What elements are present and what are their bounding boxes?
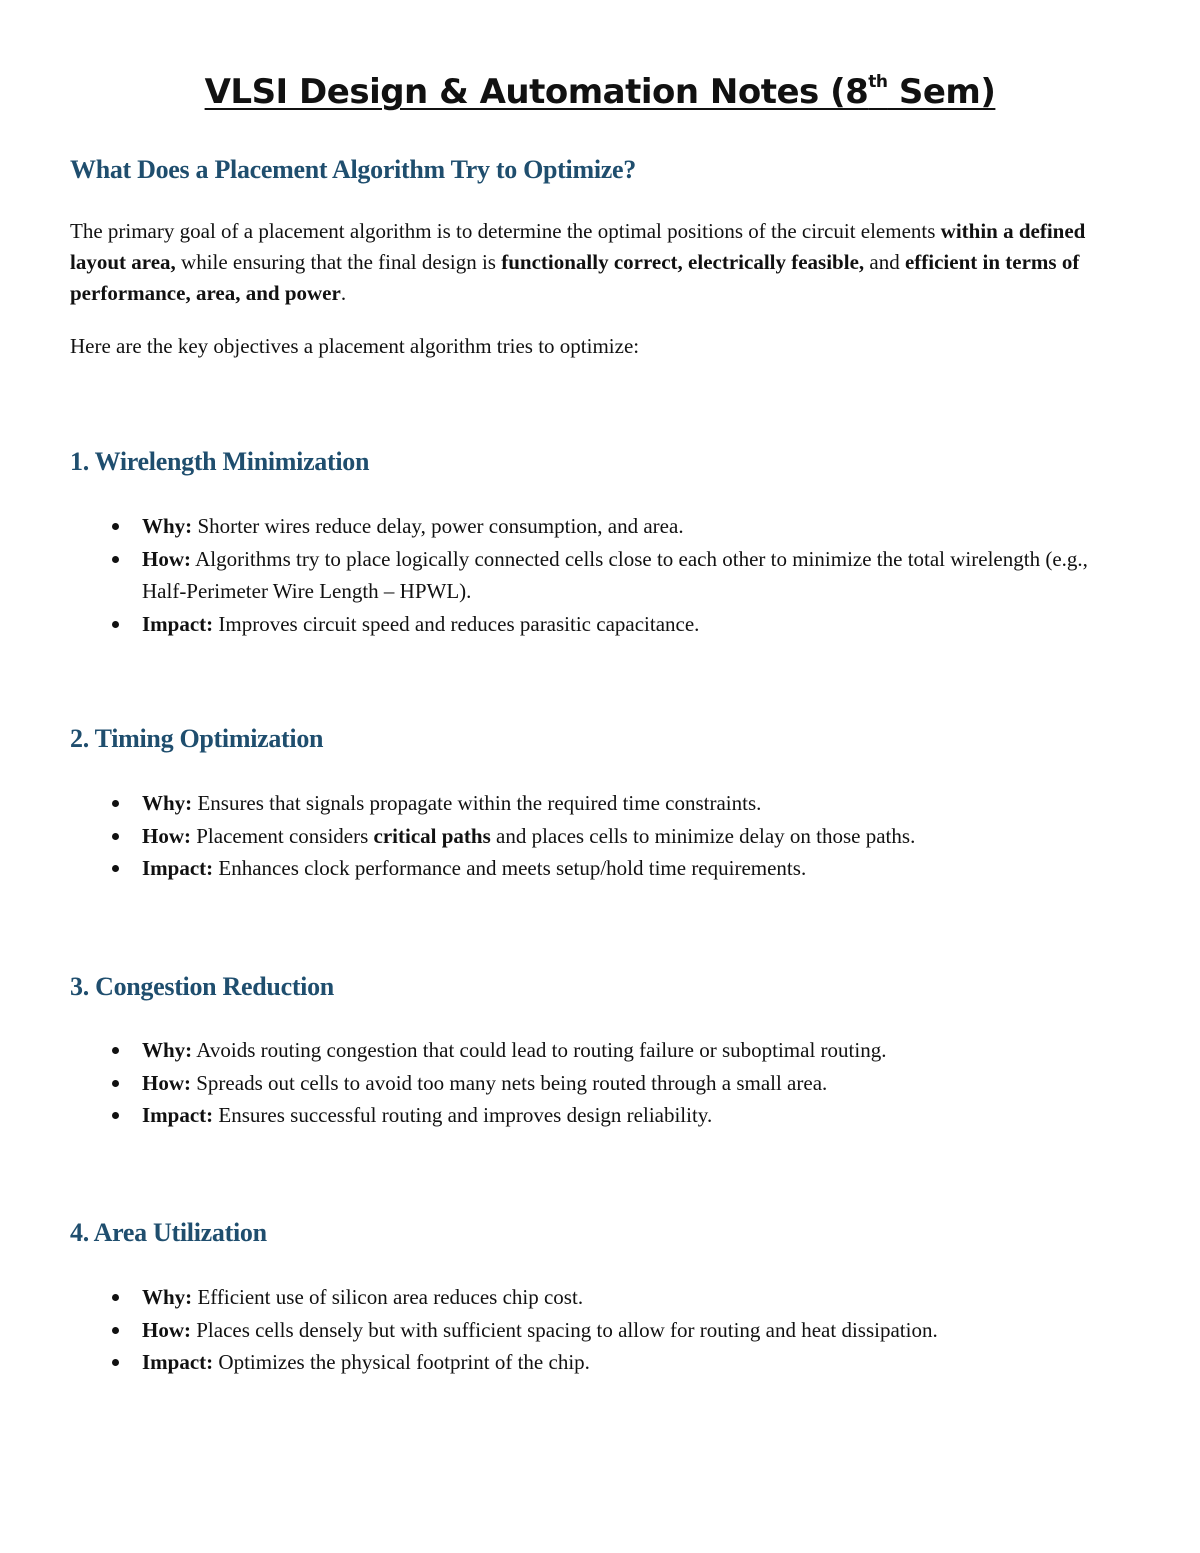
intro-paragraph (70, 216, 1135, 309)
list-item (70, 1067, 1130, 1100)
intro-text-2: while ensuring that the final design is (175, 250, 502, 274)
intro-text-1: The primary goal of a placement algorithm is to determine the optimal positions of the circuit elements (70, 219, 941, 243)
item-text: Optimizes the physical footprint of the chip. (213, 1350, 590, 1374)
bullet-icon (112, 1047, 119, 1054)
section-heading-area: 4. Area Utilization (70, 1218, 267, 1247)
bullet-icon (112, 1359, 119, 1366)
item-label: Impact: (142, 611, 214, 636)
item-text-continued: and places cells to minimize delay on those paths. (490, 823, 916, 848)
intro-bold-1: within a defined layout area, (70, 219, 1086, 274)
item-text: Places cells densely but with sufficient spacing to allow for routing and heat dissipation. (191, 1317, 938, 1342)
list-item (70, 1099, 1130, 1132)
list-item (70, 852, 1130, 885)
list-item (70, 820, 1130, 853)
intro-heading: What Does a Placement Algorithm Try to Optimize? (70, 155, 636, 184)
item-text: Shorter wires reduce delay, power consumption, and area. (192, 514, 684, 538)
list-item (70, 1281, 1130, 1314)
item-label: How: (142, 823, 191, 848)
item-label: Why: (142, 1285, 193, 1309)
section-heading-timing: 2. Timing Optimization (70, 724, 324, 753)
bullet-icon (112, 621, 119, 628)
section-heading-wirelength: 1. Wirelength Minimization (70, 447, 370, 476)
section-list-congestion (70, 1034, 1130, 1132)
item-text: Algorithms try to place logically connected cells close to each other to minimize the total wirelength (e.g., Half-Perimeter Wire Length – HPWL). (142, 546, 1088, 603)
page-title (0, 72, 1200, 112)
item-label: Impact: (142, 1350, 214, 1374)
bullet-icon (112, 833, 119, 840)
title-main: VLSI Design & Automation Notes (8 (204, 72, 869, 112)
list-item (70, 1314, 1130, 1347)
item-text: Ensures successful routing and improves design reliability. (213, 1103, 713, 1127)
section-list-timing (70, 787, 1130, 885)
bullet-icon (112, 800, 119, 807)
item-label: Why: (142, 791, 193, 815)
bullet-icon (112, 1327, 119, 1334)
list-item (70, 1346, 1130, 1379)
intro-bold-3: efficient in terms of performance, area, and power (70, 250, 1080, 305)
bullet-icon (112, 865, 119, 872)
intro-lead-in: Here are the key objectives a placement algorithm tries to optimize: (70, 334, 640, 358)
item-text: Ensures that signals propagate within the required time constraints. (192, 791, 762, 815)
bullet-icon (112, 1112, 119, 1119)
item-text: Spreads out cells to avoid too many nets being routed through a small area. (191, 1070, 828, 1095)
item-text: Enhances clock performance and meets setup/hold time requirements. (213, 856, 807, 880)
section-list-area (70, 1281, 1130, 1379)
item-text: Improves circuit speed and reduces parasitic capacitance. (213, 611, 700, 636)
intro-text-3: and (864, 250, 905, 274)
item-label: How: (142, 1317, 191, 1342)
item-label: How: (142, 1070, 191, 1095)
item-text: Avoids routing congestion that could lead to routing failure or suboptimal routing. (192, 1038, 887, 1062)
item-label: Impact: (142, 1103, 214, 1127)
section-list-wirelength (70, 510, 1130, 640)
list-item (70, 787, 1130, 820)
title-superscript: th (868, 72, 888, 92)
intro-bold-2: functionally correct, electrically feasible, (501, 250, 865, 274)
bullet-icon (112, 556, 119, 563)
bullet-icon (112, 1080, 119, 1087)
list-item (70, 608, 1130, 641)
bullet-icon (112, 523, 119, 530)
intro-text-4: . (340, 281, 347, 305)
item-bold-phrase: critical paths (373, 823, 491, 848)
list-item (70, 1034, 1130, 1067)
item-text: Placement considers (191, 823, 374, 848)
item-label: Why: (142, 1038, 193, 1062)
section-heading-congestion: 3. Congestion Reduction (70, 972, 334, 1001)
list-item (70, 510, 1130, 543)
item-label: Why: (142, 514, 193, 538)
title-end: Sem) (887, 72, 996, 112)
item-text: Efficient use of silicon area reduces chip cost. (192, 1285, 584, 1309)
item-label: How: (142, 546, 191, 571)
bullet-icon (112, 1294, 119, 1301)
list-item (70, 543, 1130, 608)
item-label: Impact: (142, 856, 214, 880)
